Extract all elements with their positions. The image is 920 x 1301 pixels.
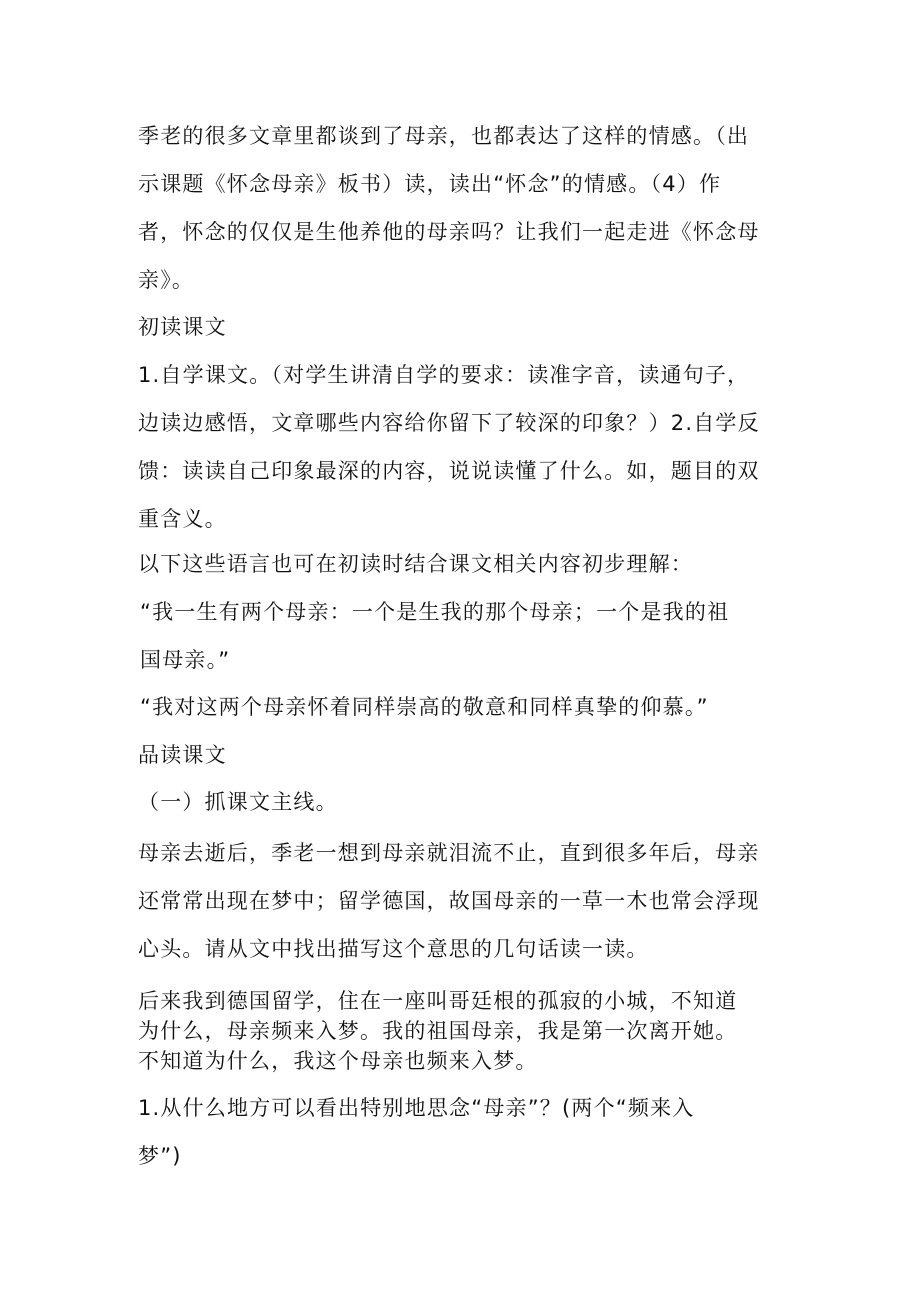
text-line: 边读边感悟，文章哪些内容给你留下了较深的印象？）2.自学反 (138, 411, 760, 435)
text-line: 1.从什么地方可以看出特别地思念“母亲”？(两个“频来入 (138, 1096, 695, 1120)
excerpt-germany (138, 986, 788, 1076)
text-line: 者，怀念的仅仅是生他养他的母亲吗？让我们一起走进《怀念母 (138, 220, 760, 244)
text-line: 示课题《怀念母亲》板书）读，读出“怀念”的情感。（4）作 (138, 172, 722, 196)
text-line: 梦”) (138, 1144, 182, 1168)
paragraph-mother-passed (138, 829, 788, 973)
text-line: 母亲去逝后，季老一想到母亲就泪流不止，直到很多年后，母亲 (138, 841, 760, 865)
text-line: 不知道为什么，我这个母亲也频来入梦。 (138, 1049, 538, 1073)
quote-two-mothers (140, 588, 790, 684)
text-line: 季老的很多文章里都谈到了母亲，也都表达了这样的情感。（出 (138, 124, 750, 148)
paragraph-self-study (138, 351, 788, 543)
question-1 (138, 1084, 788, 1180)
text-line: 1.自学课文。（对学生讲清自学的要求：读准字音，读通句子， (138, 363, 750, 387)
heading-deep-read: 品读课文 (138, 743, 227, 767)
text-line: 馈：读读自己印象最深的内容，说说读懂了什么。如，题目的双 (138, 459, 760, 483)
paragraph-language-intro: 以下这些语言也可在初读时结合课文相关内容初步理解： (138, 552, 693, 576)
text-line: 亲》。 (138, 268, 195, 292)
text-line: 为什么，母亲频来入梦。我的祖国母亲，我是第一次离开她。 (138, 1019, 738, 1043)
text-line: 心头。请从文中找出描写这个意思的几句话读一读。 (138, 937, 649, 961)
heading-first-read: 初读课文 (138, 315, 227, 339)
text-line: 国母亲。” (140, 648, 231, 672)
subheading-main-line: （一）抓课文主线。 (138, 790, 338, 814)
text-line: 重含义。 (138, 507, 227, 531)
paragraph-intro (138, 112, 788, 304)
text-line: 后来我到德国留学，住在一座叫哥廷根的孤寂的小城，不知道 (138, 989, 738, 1013)
text-line: 还常常出现在梦中；留学德国，故国母亲的一草一木也常会浮现 (138, 889, 760, 913)
quote-respect: “我对这两个母亲怀着同样崇高的敬意和同样真挚的仰慕。” (140, 695, 709, 719)
text-line: “我一生有两个母亲：一个是生我的那个母亲；一个是我的祖 (140, 600, 730, 624)
